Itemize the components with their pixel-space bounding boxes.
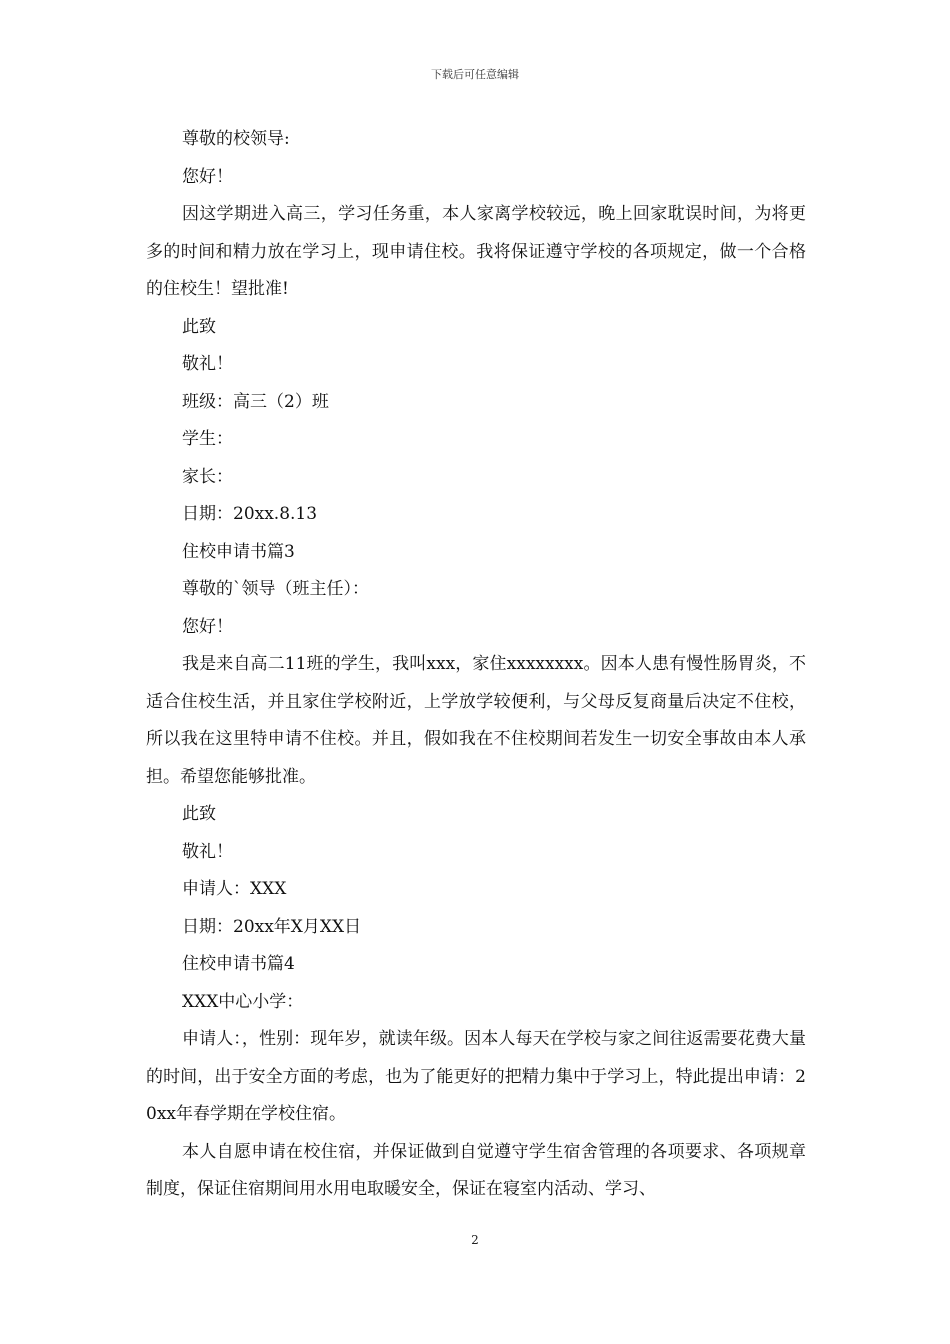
header-note: 下载后可任意编辑 xyxy=(431,68,519,81)
letter2-greeting: 您好！ xyxy=(182,166,233,187)
letter2-body: 因这学期进入高三，学习任务重，本人家离学校较远，晚上回家耽误时间，为将更多的时间和精力放在学习上，现申请住校。我将保证遵守学校的各项规定，做一个合格的住校生！望批准! xyxy=(146,204,806,299)
letter2-student-line: 学生： xyxy=(182,429,233,449)
letter2-date-line: 日期：20xx.8.13 xyxy=(182,504,318,524)
letter3-closing-1: 此致 xyxy=(182,804,216,824)
letter4-title: 住校申请书篇4 xyxy=(182,954,295,974)
document-body xyxy=(146,121,806,1209)
letter2-closing-2: 敬礼！ xyxy=(182,354,233,374)
letter3-greeting: 您好！ xyxy=(182,616,233,637)
letter4-salutation: XXX中心小学： xyxy=(182,991,304,1012)
letter3-body: 我是来自高二11班的学生，我叫xxx，家住xxxxxxxx。因本人患有慢性肠胃炎，不适合住校生活，并且家住学校附近，上学放学较便利，与父母反复商量后决定不住校，所以我在这里特申请不住校。并且，假如我在不住校期间若发生一切安全事故由本人承担。希望您能够批准。 xyxy=(146,654,806,787)
page-number: 2 xyxy=(471,1233,479,1247)
letter3-salutation: 尊敬的`领导（班主任）： xyxy=(182,579,369,599)
letter2-closing-1: 此致 xyxy=(182,316,216,337)
letter4-body-1: 申请人：，性别：现年岁，就读年级。因本人每天在学校与家之间往返需要花费大量的时间，出于安全方面的考虑，也为了能更好的把精力集中于学习上，特此提出申请：20xx年春学期在学校住宿。 xyxy=(146,1029,806,1124)
letter3-closing-2: 敬礼！ xyxy=(182,841,233,862)
letter2-class-line: 班级：高三（2）班 xyxy=(182,391,329,412)
letter2-salutation: 尊敬的校领导: xyxy=(182,129,290,149)
letter3-applicant-line: 申请人：XXX xyxy=(182,879,287,899)
letter3-date-line: 日期：20xx年X月XX日 xyxy=(182,916,362,937)
letter3-title: 住校申请书篇3 xyxy=(182,541,295,562)
letter4-body-2: 本人自愿申请在校住宿，并保证做到自觉遵守学生宿舍管理的各项要求、各项规章制度，保证住宿期间用水用电取暖安全，保证在寝室内活动、学习、 xyxy=(146,1141,806,1199)
letter2-parent-line: 家长： xyxy=(182,466,233,487)
